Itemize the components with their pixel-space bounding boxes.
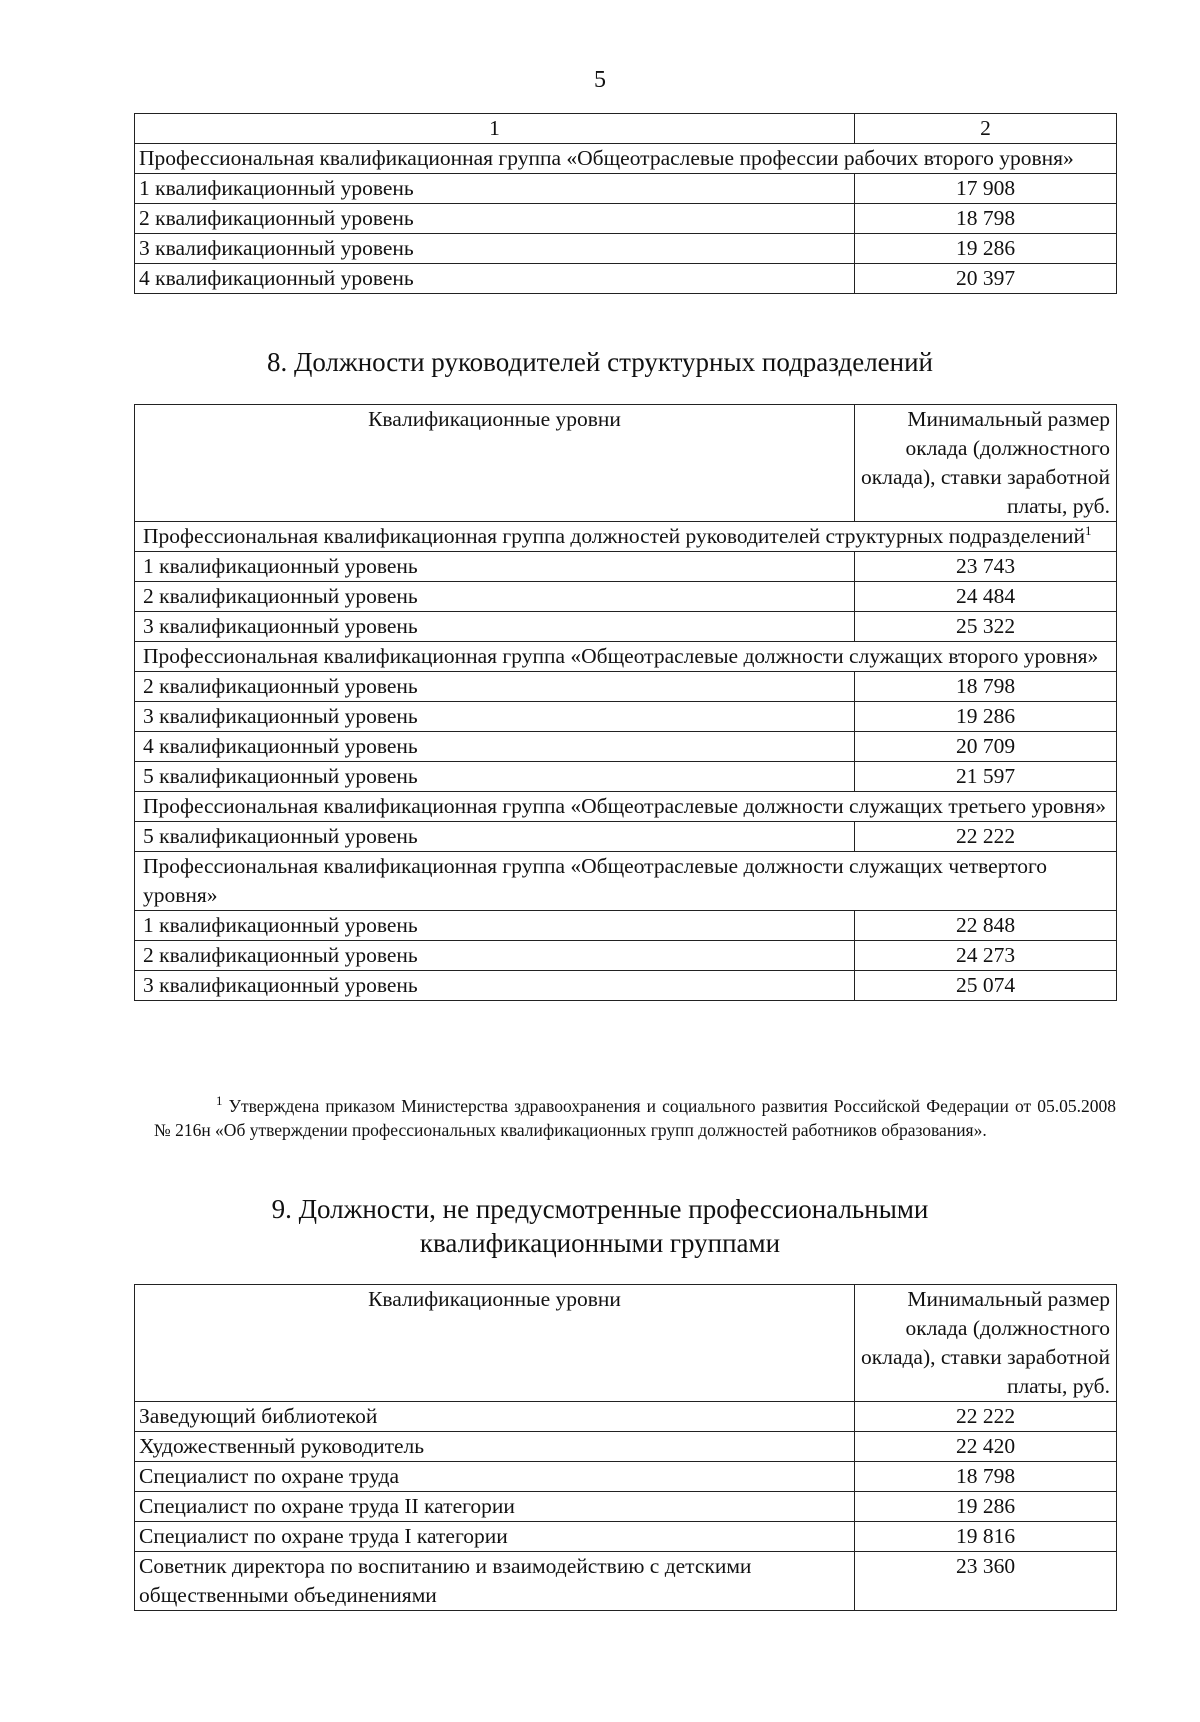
salary-cell: 25 322 (855, 612, 1117, 642)
table-header-row (135, 114, 1117, 144)
table-row (135, 911, 1117, 941)
table-row (135, 204, 1117, 234)
salary-cell: 22 222 (855, 822, 1117, 852)
level-cell: 2 квалификационный уровень (135, 204, 855, 234)
group-row (135, 144, 1117, 174)
column-number-2: 2 (855, 114, 1117, 144)
level-cell: 2 квалификационный уровень (135, 582, 855, 612)
table-row (135, 702, 1117, 732)
group-title: Профессиональная квалификационная группа «Общеотраслевые профессии рабочих второго уровня» (135, 144, 1117, 174)
level-cell: 2 квалификационный уровень (135, 672, 855, 702)
position-cell: Специалист по охране труда II категории (135, 1492, 855, 1522)
section-8-title: 8. Должности руководителей структурных подразделений (267, 347, 933, 377)
section-9-title (0, 1192, 1200, 1260)
column-number-1: 1 (135, 114, 855, 144)
section-9-title-line-1: 9. Должности, не предусмотренные профессиональными (271, 1194, 929, 1224)
table-row (135, 1432, 1117, 1462)
level-cell: 4 квалификационный уровень (135, 264, 855, 294)
group-row (135, 852, 1117, 911)
level-cell: 3 квалификационный уровень (135, 612, 855, 642)
group-row (135, 792, 1117, 822)
table-row (135, 822, 1117, 852)
salary-cell: 20 397 (855, 264, 1117, 294)
level-cell: 1 квалификационный уровень (135, 552, 855, 582)
level-cell: 3 квалификационный уровень (135, 702, 855, 732)
table-header-row (135, 1285, 1117, 1402)
salary-cell: 24 273 (855, 941, 1117, 971)
table-row (135, 732, 1117, 762)
table-row (135, 174, 1117, 204)
group-title (135, 522, 1117, 552)
section-9-title-line-2: квалификационными группами (419, 1228, 781, 1258)
level-cell: 3 квалификационный уровень (135, 971, 855, 1001)
position-cell: Советник директора по воспитанию и взаимодействию с детскими общественными объединениями (135, 1552, 855, 1611)
table-header-row (135, 405, 1117, 522)
table-row (135, 234, 1117, 264)
level-cell: 2 квалификационный уровень (135, 941, 855, 971)
footnote (154, 1094, 1116, 1142)
salary-cell: 18 798 (855, 672, 1117, 702)
position-cell: Заведующий библиотекой (135, 1402, 855, 1432)
table-row (135, 582, 1117, 612)
position-cell: Художественный руководитель (135, 1432, 855, 1462)
group-row (135, 642, 1117, 672)
salary-cell: 24 484 (855, 582, 1117, 612)
group-title: Профессиональная квалификационная группа «Общеотраслевые должности служащих четвертого уровня» (135, 852, 1117, 911)
group-title: Профессиональная квалификационная группа «Общеотраслевые должности служащих второго уровня» (135, 642, 1117, 672)
table-row (135, 672, 1117, 702)
table-row (135, 264, 1117, 294)
level-cell: 3 квалификационный уровень (135, 234, 855, 264)
salary-cell: 22 222 (855, 1402, 1117, 1432)
salary-cell: 17 908 (855, 174, 1117, 204)
level-cell: 5 квалификационный уровень (135, 762, 855, 792)
level-cell: 4 квалификационный уровень (135, 732, 855, 762)
table-row (135, 1522, 1117, 1552)
position-cell: Специалист по охране труда I категории (135, 1522, 855, 1552)
salary-cell: 19 286 (855, 702, 1117, 732)
salary-cell: 19 816 (855, 1522, 1117, 1552)
table-section-9 (134, 1284, 1117, 1611)
level-cell: 1 квалификационный уровень (135, 174, 855, 204)
table-row (135, 1402, 1117, 1432)
salary-cell: 19 286 (855, 1492, 1117, 1522)
table-row (135, 1462, 1117, 1492)
header-levels: Квалификационные уровни (135, 405, 855, 522)
footnote-mark: 1 (216, 1093, 223, 1109)
header-salary: Минимальный размер оклада (должностного оклада), ставки заработной платы, руб. (855, 1285, 1117, 1402)
table-row (135, 1492, 1117, 1522)
table-section-8 (134, 404, 1117, 1001)
table-continuation (134, 113, 1117, 294)
header-levels: Квалификационные уровни (135, 1285, 855, 1402)
header-salary: Минимальный размер оклада (должностного оклада), ставки заработной платы, руб. (855, 405, 1117, 522)
page-number: 5 (594, 67, 606, 93)
table-row (135, 1552, 1117, 1611)
salary-cell: 23 743 (855, 552, 1117, 582)
salary-cell: 23 360 (855, 1552, 1117, 1611)
footnote-reference: 1 (1085, 522, 1092, 538)
footnote-text: Утверждена приказом Министерства здравоохранения и социального развития Российской Федерации от 05.05.2008 № 216н «Об утверждении профессиональных квалификационных групп должностей работников образования». (154, 1096, 1117, 1140)
salary-cell: 20 709 (855, 732, 1117, 762)
table-row (135, 762, 1117, 792)
group-title: Профессиональная квалификационная группа «Общеотраслевые должности служащих третьего уровня» (135, 792, 1117, 822)
group-row (135, 522, 1117, 552)
group-title-text: Профессиональная квалификационная группа должностей руководителей структурных подразделений (143, 524, 1086, 548)
level-cell: 5 квалификационный уровень (135, 822, 855, 852)
table-row (135, 971, 1117, 1001)
salary-cell: 21 597 (855, 762, 1117, 792)
table-row (135, 612, 1117, 642)
table-row (135, 552, 1117, 582)
salary-cell: 22 420 (855, 1432, 1117, 1462)
salary-cell: 19 286 (855, 234, 1117, 264)
position-cell: Специалист по охране труда (135, 1462, 855, 1492)
level-cell: 1 квалификационный уровень (135, 911, 855, 941)
salary-cell: 22 848 (855, 911, 1117, 941)
salary-cell: 25 074 (855, 971, 1117, 1001)
table-row (135, 941, 1117, 971)
salary-cell: 18 798 (855, 1462, 1117, 1492)
salary-cell: 18 798 (855, 204, 1117, 234)
